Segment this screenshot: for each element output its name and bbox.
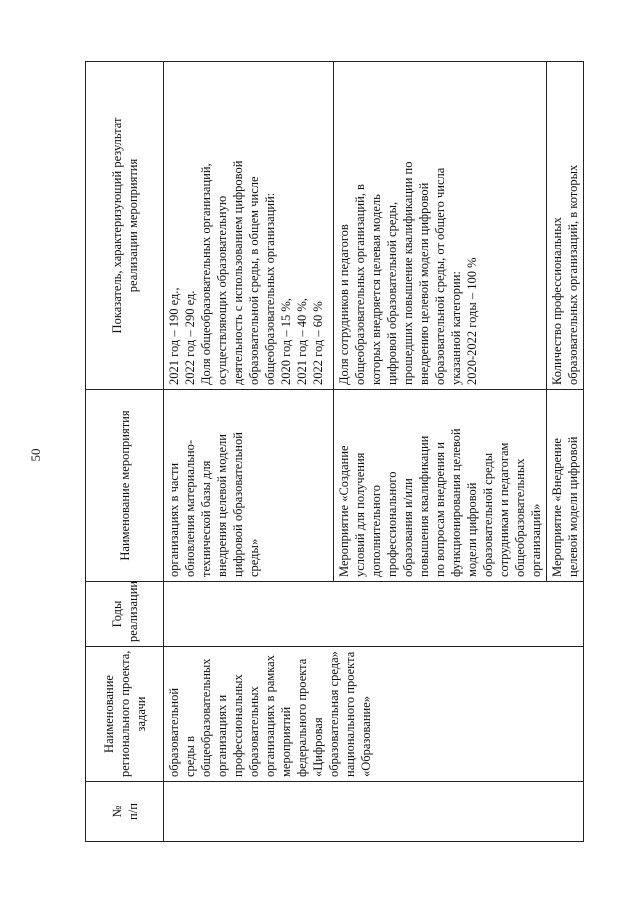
header-indicator: Показатель, характеризующий результат реализации мероприятия xyxy=(86,62,164,390)
text-line: образования и/или xyxy=(401,478,415,577)
text-line: функционирования целевой xyxy=(449,428,463,577)
text-line: образовательных организаций, в которых xyxy=(566,164,580,385)
cell-measure xyxy=(334,390,547,582)
cell-indicator xyxy=(334,62,547,390)
text-line: повышения квалификации xyxy=(417,435,431,577)
text-line: технической базы для xyxy=(199,460,213,577)
text-line: 2021 год – 40 %, xyxy=(295,298,309,385)
text-line: Мероприятие «Внедрение xyxy=(550,438,564,577)
text-line: Мероприятие «Создание xyxy=(337,445,351,577)
text-line: дополнительного xyxy=(369,485,383,577)
text-line: Количество профессиональных xyxy=(550,217,564,385)
text-line: 2020-2022 годы – 100 % xyxy=(465,257,479,385)
text-line: национального проекта xyxy=(343,651,357,777)
text-line: обновления материально- xyxy=(183,439,197,577)
text-line: условий для получения xyxy=(353,452,367,577)
text-line: «Цифровая xyxy=(311,717,325,777)
text-line: Доля сотрудников и педагогов xyxy=(337,224,351,385)
cell-indicator xyxy=(164,62,334,390)
text-line: общеобразовательных организаций, в xyxy=(353,184,367,385)
text-line: прошедших повышение квалификации по xyxy=(401,161,415,385)
text-line: образовательной xyxy=(167,687,181,777)
text-line: цифровой образовательной xyxy=(231,432,245,577)
text-line: внедрения целевой модели xyxy=(215,434,229,577)
text-line: Доля общеобразовательных организаций, xyxy=(199,163,213,385)
text-line: профессионального xyxy=(385,471,399,577)
rotated-page xyxy=(85,62,580,842)
cell-indicator xyxy=(547,62,584,390)
text-line: профессиональных xyxy=(231,674,245,777)
text-line: среды» xyxy=(247,538,261,577)
cell-years xyxy=(164,582,584,647)
text-line: образовательная среда» xyxy=(327,651,341,777)
measures-table xyxy=(85,61,584,842)
cell-measure xyxy=(164,390,334,582)
text-line: организациях в части xyxy=(167,462,181,577)
table-header-row xyxy=(86,62,164,842)
text-line: цифровой образовательной среды, xyxy=(385,201,399,385)
text-line: 2022 год – 290 ед. xyxy=(183,290,197,385)
cell-project xyxy=(164,647,584,782)
text-line: общеобразовательных xyxy=(199,658,213,777)
text-line: сотрудникам и педагогам xyxy=(497,442,511,577)
header-years: Годы реализации xyxy=(86,582,164,647)
text-line: деятельность с использованием цифровой xyxy=(231,160,245,385)
text-line: 2021 год – 190 ед., xyxy=(167,287,181,385)
text-line: среды в xyxy=(183,736,197,777)
text-line: указанной категории: xyxy=(449,271,463,385)
text-line: по вопросам внедрения и xyxy=(433,442,447,577)
text-line: организациях в рамках xyxy=(263,655,277,777)
text-line: 2022 год – 60 % xyxy=(311,301,325,385)
text-line: организаций» xyxy=(529,503,543,577)
cell-measure xyxy=(547,390,584,582)
text-line: внедрению целевой модели цифровой xyxy=(417,182,431,385)
text-line: мероприятий xyxy=(279,706,293,777)
text-line: «Образование» xyxy=(359,695,373,777)
text-line: модели цифровой xyxy=(465,482,479,577)
text-line: осуществляющих образовательную xyxy=(215,195,229,385)
text-line: образовательных xyxy=(247,686,261,777)
text-line: которых внедряется целевая модель xyxy=(369,194,383,385)
cell-num xyxy=(164,782,584,842)
text-line: образовательной среды, в общем числе xyxy=(247,176,261,385)
table-row xyxy=(164,62,334,842)
text-line: общеобразовательных xyxy=(513,458,527,577)
header-measure: Наименование мероприятия xyxy=(86,390,164,582)
text-line: образовательной среды xyxy=(481,452,495,577)
header-num: № п/п xyxy=(86,782,164,842)
text-line: образовательной среды, от общего числа xyxy=(433,167,447,385)
text-line: организациях и xyxy=(215,694,229,777)
text-line: общеобразовательных организаций: xyxy=(263,192,277,385)
header-project: Наименование регионального проекта, задачи xyxy=(86,647,164,782)
text-line: 2020 год – 15 %, xyxy=(279,298,293,385)
text-line: целевой модели цифровой xyxy=(566,436,580,577)
page-number: 50 xyxy=(28,448,43,462)
text-line: федерального проекта xyxy=(295,658,309,777)
